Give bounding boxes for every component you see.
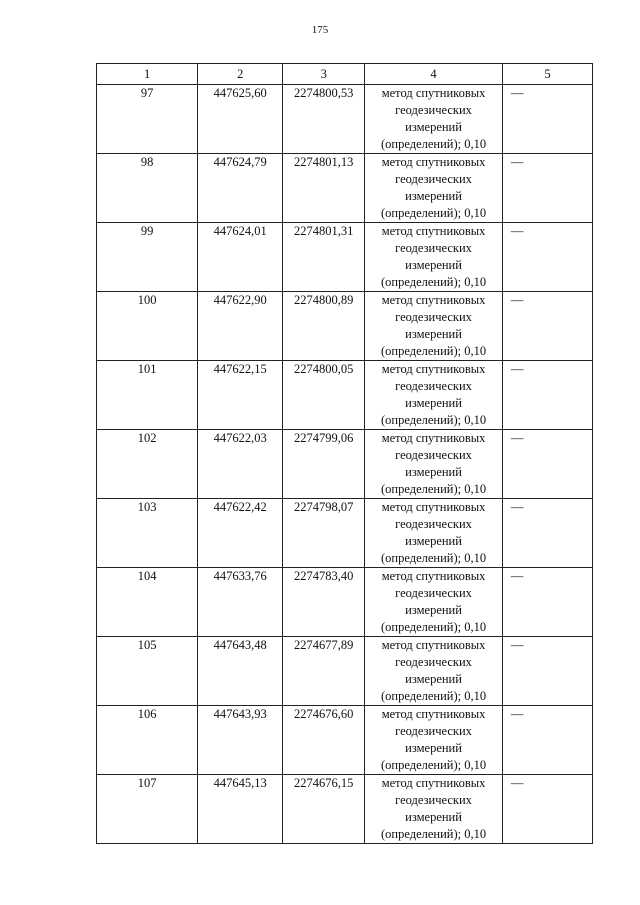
column-header-2: 2 xyxy=(198,64,283,85)
table-row xyxy=(97,223,593,292)
x-coordinate-cell: 447624,01 xyxy=(198,223,283,292)
table-header xyxy=(97,64,593,85)
table-row xyxy=(97,706,593,775)
table-row xyxy=(97,499,593,568)
coordinates-table xyxy=(96,63,593,844)
x-coordinate-cell: 447625,60 xyxy=(198,85,283,154)
x-coordinate-cell: 447622,90 xyxy=(198,292,283,361)
point-number-cell: 107 xyxy=(97,775,198,844)
x-coordinate-cell: 447643,48 xyxy=(198,637,283,706)
x-coordinate-cell: 447622,42 xyxy=(198,499,283,568)
y-coordinate-cell: 2274800,89 xyxy=(283,292,365,361)
table-row xyxy=(97,292,593,361)
point-number-cell: 98 xyxy=(97,154,198,223)
note-cell: — xyxy=(502,499,592,568)
method-cell: метод спутниковых геодезических измерений (определений); 0,10 xyxy=(365,361,503,430)
y-coordinate-cell: 2274799,06 xyxy=(283,430,365,499)
table-row xyxy=(97,85,593,154)
note-cell: — xyxy=(502,568,592,637)
table-row xyxy=(97,637,593,706)
column-header-5: 5 xyxy=(502,64,592,85)
column-header-4: 4 xyxy=(365,64,503,85)
note-cell: — xyxy=(502,706,592,775)
column-header-1: 1 xyxy=(97,64,198,85)
note-cell: — xyxy=(502,292,592,361)
x-coordinate-cell: 447633,76 xyxy=(198,568,283,637)
point-number-cell: 106 xyxy=(97,706,198,775)
point-number-cell: 104 xyxy=(97,568,198,637)
note-cell: — xyxy=(502,223,592,292)
note-cell: — xyxy=(502,637,592,706)
note-cell: — xyxy=(502,85,592,154)
x-coordinate-cell: 447622,03 xyxy=(198,430,283,499)
point-number-cell: 105 xyxy=(97,637,198,706)
method-cell: метод спутниковых геодезических измерений (определений); 0,10 xyxy=(365,775,503,844)
table-body xyxy=(97,85,593,844)
y-coordinate-cell: 2274676,60 xyxy=(283,706,365,775)
note-cell: — xyxy=(502,430,592,499)
point-number-cell: 102 xyxy=(97,430,198,499)
method-cell: метод спутниковых геодезических измерений (определений); 0,10 xyxy=(365,568,503,637)
y-coordinate-cell: 2274676,15 xyxy=(283,775,365,844)
page-edge-artifact xyxy=(502,893,602,905)
table-row xyxy=(97,568,593,637)
method-cell: метод спутниковых геодезических измерений (определений); 0,10 xyxy=(365,85,503,154)
y-coordinate-cell: 2274801,13 xyxy=(283,154,365,223)
table-row xyxy=(97,775,593,844)
note-cell: — xyxy=(502,361,592,430)
method-cell: метод спутниковых геодезических измерений (определений); 0,10 xyxy=(365,430,503,499)
y-coordinate-cell: 2274801,31 xyxy=(283,223,365,292)
method-cell: метод спутниковых геодезических измерений (определений); 0,10 xyxy=(365,154,503,223)
method-cell: метод спутниковых геодезических измерений (определений); 0,10 xyxy=(365,499,503,568)
x-coordinate-cell: 447643,93 xyxy=(198,706,283,775)
point-number-cell: 101 xyxy=(97,361,198,430)
point-number-cell: 103 xyxy=(97,499,198,568)
x-coordinate-cell: 447624,79 xyxy=(198,154,283,223)
point-number-cell: 97 xyxy=(97,85,198,154)
x-coordinate-cell: 447622,15 xyxy=(198,361,283,430)
note-cell: — xyxy=(502,154,592,223)
point-number-cell: 99 xyxy=(97,223,198,292)
y-coordinate-cell: 2274800,05 xyxy=(283,361,365,430)
column-header-3: 3 xyxy=(283,64,365,85)
y-coordinate-cell: 2274783,40 xyxy=(283,568,365,637)
table-row xyxy=(97,154,593,223)
note-cell: — xyxy=(502,775,592,844)
method-cell: метод спутниковых геодезических измерений (определений); 0,10 xyxy=(365,292,503,361)
method-cell: метод спутниковых геодезических измерений (определений); 0,10 xyxy=(365,223,503,292)
table-row xyxy=(97,361,593,430)
table-row xyxy=(97,430,593,499)
y-coordinate-cell: 2274798,07 xyxy=(283,499,365,568)
page-number: 175 xyxy=(311,24,329,36)
method-cell: метод спутниковых геодезических измерений (определений); 0,10 xyxy=(365,706,503,775)
x-coordinate-cell: 447645,13 xyxy=(198,775,283,844)
y-coordinate-cell: 2274677,89 xyxy=(283,637,365,706)
method-cell: метод спутниковых геодезических измерений (определений); 0,10 xyxy=(365,637,503,706)
point-number-cell: 100 xyxy=(97,292,198,361)
y-coordinate-cell: 2274800,53 xyxy=(283,85,365,154)
header-row xyxy=(97,64,593,85)
